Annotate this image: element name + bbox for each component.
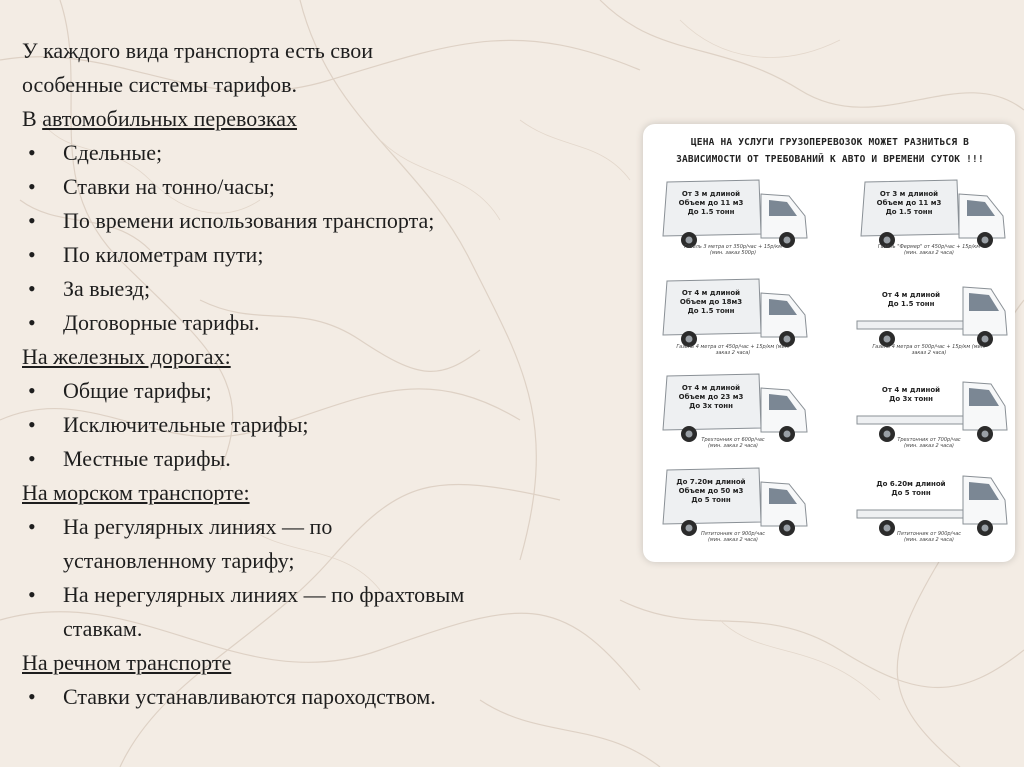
intro-line: У каждого вида транспорта есть свои xyxy=(22,38,374,63)
river-transport-heading[interactable]: На речном транспорте xyxy=(22,650,232,675)
list-item-continuation: установленному тарифу; xyxy=(63,548,295,573)
svg-text:До 7.20м длиной: До 7.20м длиной xyxy=(676,478,746,486)
sea-transport-heading[interactable]: На морском транспорте: xyxy=(22,480,250,505)
slide-text xyxy=(22,34,612,714)
box-truck-icon xyxy=(649,271,835,371)
list-item: • По километрам пути; xyxy=(22,238,612,272)
flatbed-truck-icon xyxy=(847,366,1015,466)
flatbed-truck-icon xyxy=(847,271,1015,371)
pricing-header-line: ЦЕНА НА УСЛУГИ ГРУЗОПЕРЕВОЗОК МОЖЕТ РАЗНИТЬСЯ В xyxy=(690,137,970,148)
bullet-icon: • xyxy=(28,446,36,471)
bullet-icon: • xyxy=(28,582,36,607)
box-truck-icon xyxy=(649,366,835,466)
flatbed-truck-icon xyxy=(847,460,1015,560)
svg-text:До 6.20м длиной: До 6.20м длиной xyxy=(876,480,946,488)
svg-text:От 4 м длиной: От 4 м длиной xyxy=(881,291,941,299)
truck-price-caption: Пятитонник от 900р/час (мин. заказ 2 часа) xyxy=(700,531,766,543)
road-transport-heading xyxy=(22,102,612,136)
svg-text:До 1.5 тонн: До 1.5 тонн xyxy=(687,208,735,216)
bullet-icon: • xyxy=(28,242,36,267)
rail-transport-heading[interactable]: На железных дорогах: xyxy=(22,344,231,369)
svg-text:До 5 тонн: До 5 тонн xyxy=(891,489,931,497)
truck-price-caption: Пятитонник от 900р/час (мин. заказ 2 часа) xyxy=(896,531,962,543)
pricing-header-line: ЗАВИСИМОСТИ ОТ ТРЕБОВАНИЙ К АВТО И ВРЕМЕНИ СУТОК !!! xyxy=(676,154,984,165)
list-item: • Ставки на тонно/часы; xyxy=(22,170,612,204)
list-item: • На регулярных линиях — по xyxy=(22,510,612,544)
road-transport-link[interactable]: автомобильных перевозках xyxy=(42,106,298,131)
svg-text:Объем до 18м3: Объем до 18м3 xyxy=(679,298,743,306)
svg-text:До 1.5 тонн: До 1.5 тонн xyxy=(687,307,735,315)
box-truck-icon xyxy=(649,460,835,560)
list-item: • Местные тарифы. xyxy=(22,442,612,476)
box-truck-icon xyxy=(649,172,835,272)
bullet-icon: • xyxy=(28,412,36,437)
bullet-icon: • xyxy=(28,514,36,539)
pricing-header xyxy=(647,134,1013,168)
list-item: • За выезд; xyxy=(22,272,612,306)
truck-price-caption: Газель 3 метра от 350р/час + 15р/км (мин. заказ 500р) xyxy=(684,244,782,256)
list-item: • Договорные тарифы. xyxy=(22,306,612,340)
bullet-icon: • xyxy=(28,208,36,233)
svg-text:До 3х тонн: До 3х тонн xyxy=(889,395,933,403)
truck-price-caption: Газель 4 метра от 450р/час + 15р/км (мин. заказ 2 часа) xyxy=(676,344,790,356)
svg-text:От 4 м длиной: От 4 м длиной xyxy=(681,289,741,297)
bullet-icon: • xyxy=(28,378,36,403)
bullet-icon: • xyxy=(28,310,36,335)
list-item: • Общие тарифы; xyxy=(22,374,612,408)
svg-text:От 3 м длиной: От 3 м длиной xyxy=(879,190,939,198)
svg-text:Объем до 23 м3: Объем до 23 м3 xyxy=(678,393,744,401)
svg-text:До 5 тонн: До 5 тонн xyxy=(691,496,731,504)
svg-text:От 4 м длиной: От 4 м длиной xyxy=(681,384,741,392)
svg-text:Объем до 11 м3: Объем до 11 м3 xyxy=(876,199,942,207)
bullet-icon: • xyxy=(28,684,36,709)
list-item-continuation: ставкам. xyxy=(63,616,143,641)
list-item: • Ставки устанавливаются пароходством. xyxy=(22,680,612,714)
list-item: • По времени использования транспорта; xyxy=(22,204,612,238)
svg-text:От 4 м длиной: От 4 м длиной xyxy=(881,386,941,394)
svg-text:До 3х тонн: До 3х тонн xyxy=(689,402,733,410)
list-item: • Исключительные тарифы; xyxy=(22,408,612,442)
list-item: • На нерегулярных линиях — по фрахтовым xyxy=(22,578,612,612)
svg-text:До 1.5 тонн: До 1.5 тонн xyxy=(885,208,933,216)
truck-price-caption: Трехтонник от 700р/час (мин. заказ 2 часа) xyxy=(897,437,961,449)
truck-price-caption: Трехтонник от 600р/час (мин. заказ 2 часа) xyxy=(701,437,765,449)
truck-price-caption: Газель "Фермер" от 450р/час + 15р/км (мин. заказ 2 часа) xyxy=(877,244,981,256)
list-item: • Сдельные; xyxy=(22,136,612,170)
intro-line: особенные системы тарифов. xyxy=(22,72,298,97)
bullet-icon: • xyxy=(28,276,36,301)
box-truck-icon xyxy=(847,172,1015,272)
svg-text:От 3 м длиной: От 3 м длиной xyxy=(681,190,741,198)
bullet-icon: • xyxy=(28,174,36,199)
svg-text:До 1.5 тонн: До 1.5 тонн xyxy=(887,300,935,308)
heading-prefix: В xyxy=(22,106,43,131)
svg-text:Объем до 50 м3: Объем до 50 м3 xyxy=(678,487,744,495)
svg-text:Объем до 11 м3: Объем до 11 м3 xyxy=(678,199,744,207)
bullet-icon: • xyxy=(28,140,36,165)
truck-pricing-image xyxy=(643,124,1015,562)
truck-price-caption: Газель 4 метра от 500р/час + 15р/км (мин. заказ 2 часа) xyxy=(872,344,986,356)
